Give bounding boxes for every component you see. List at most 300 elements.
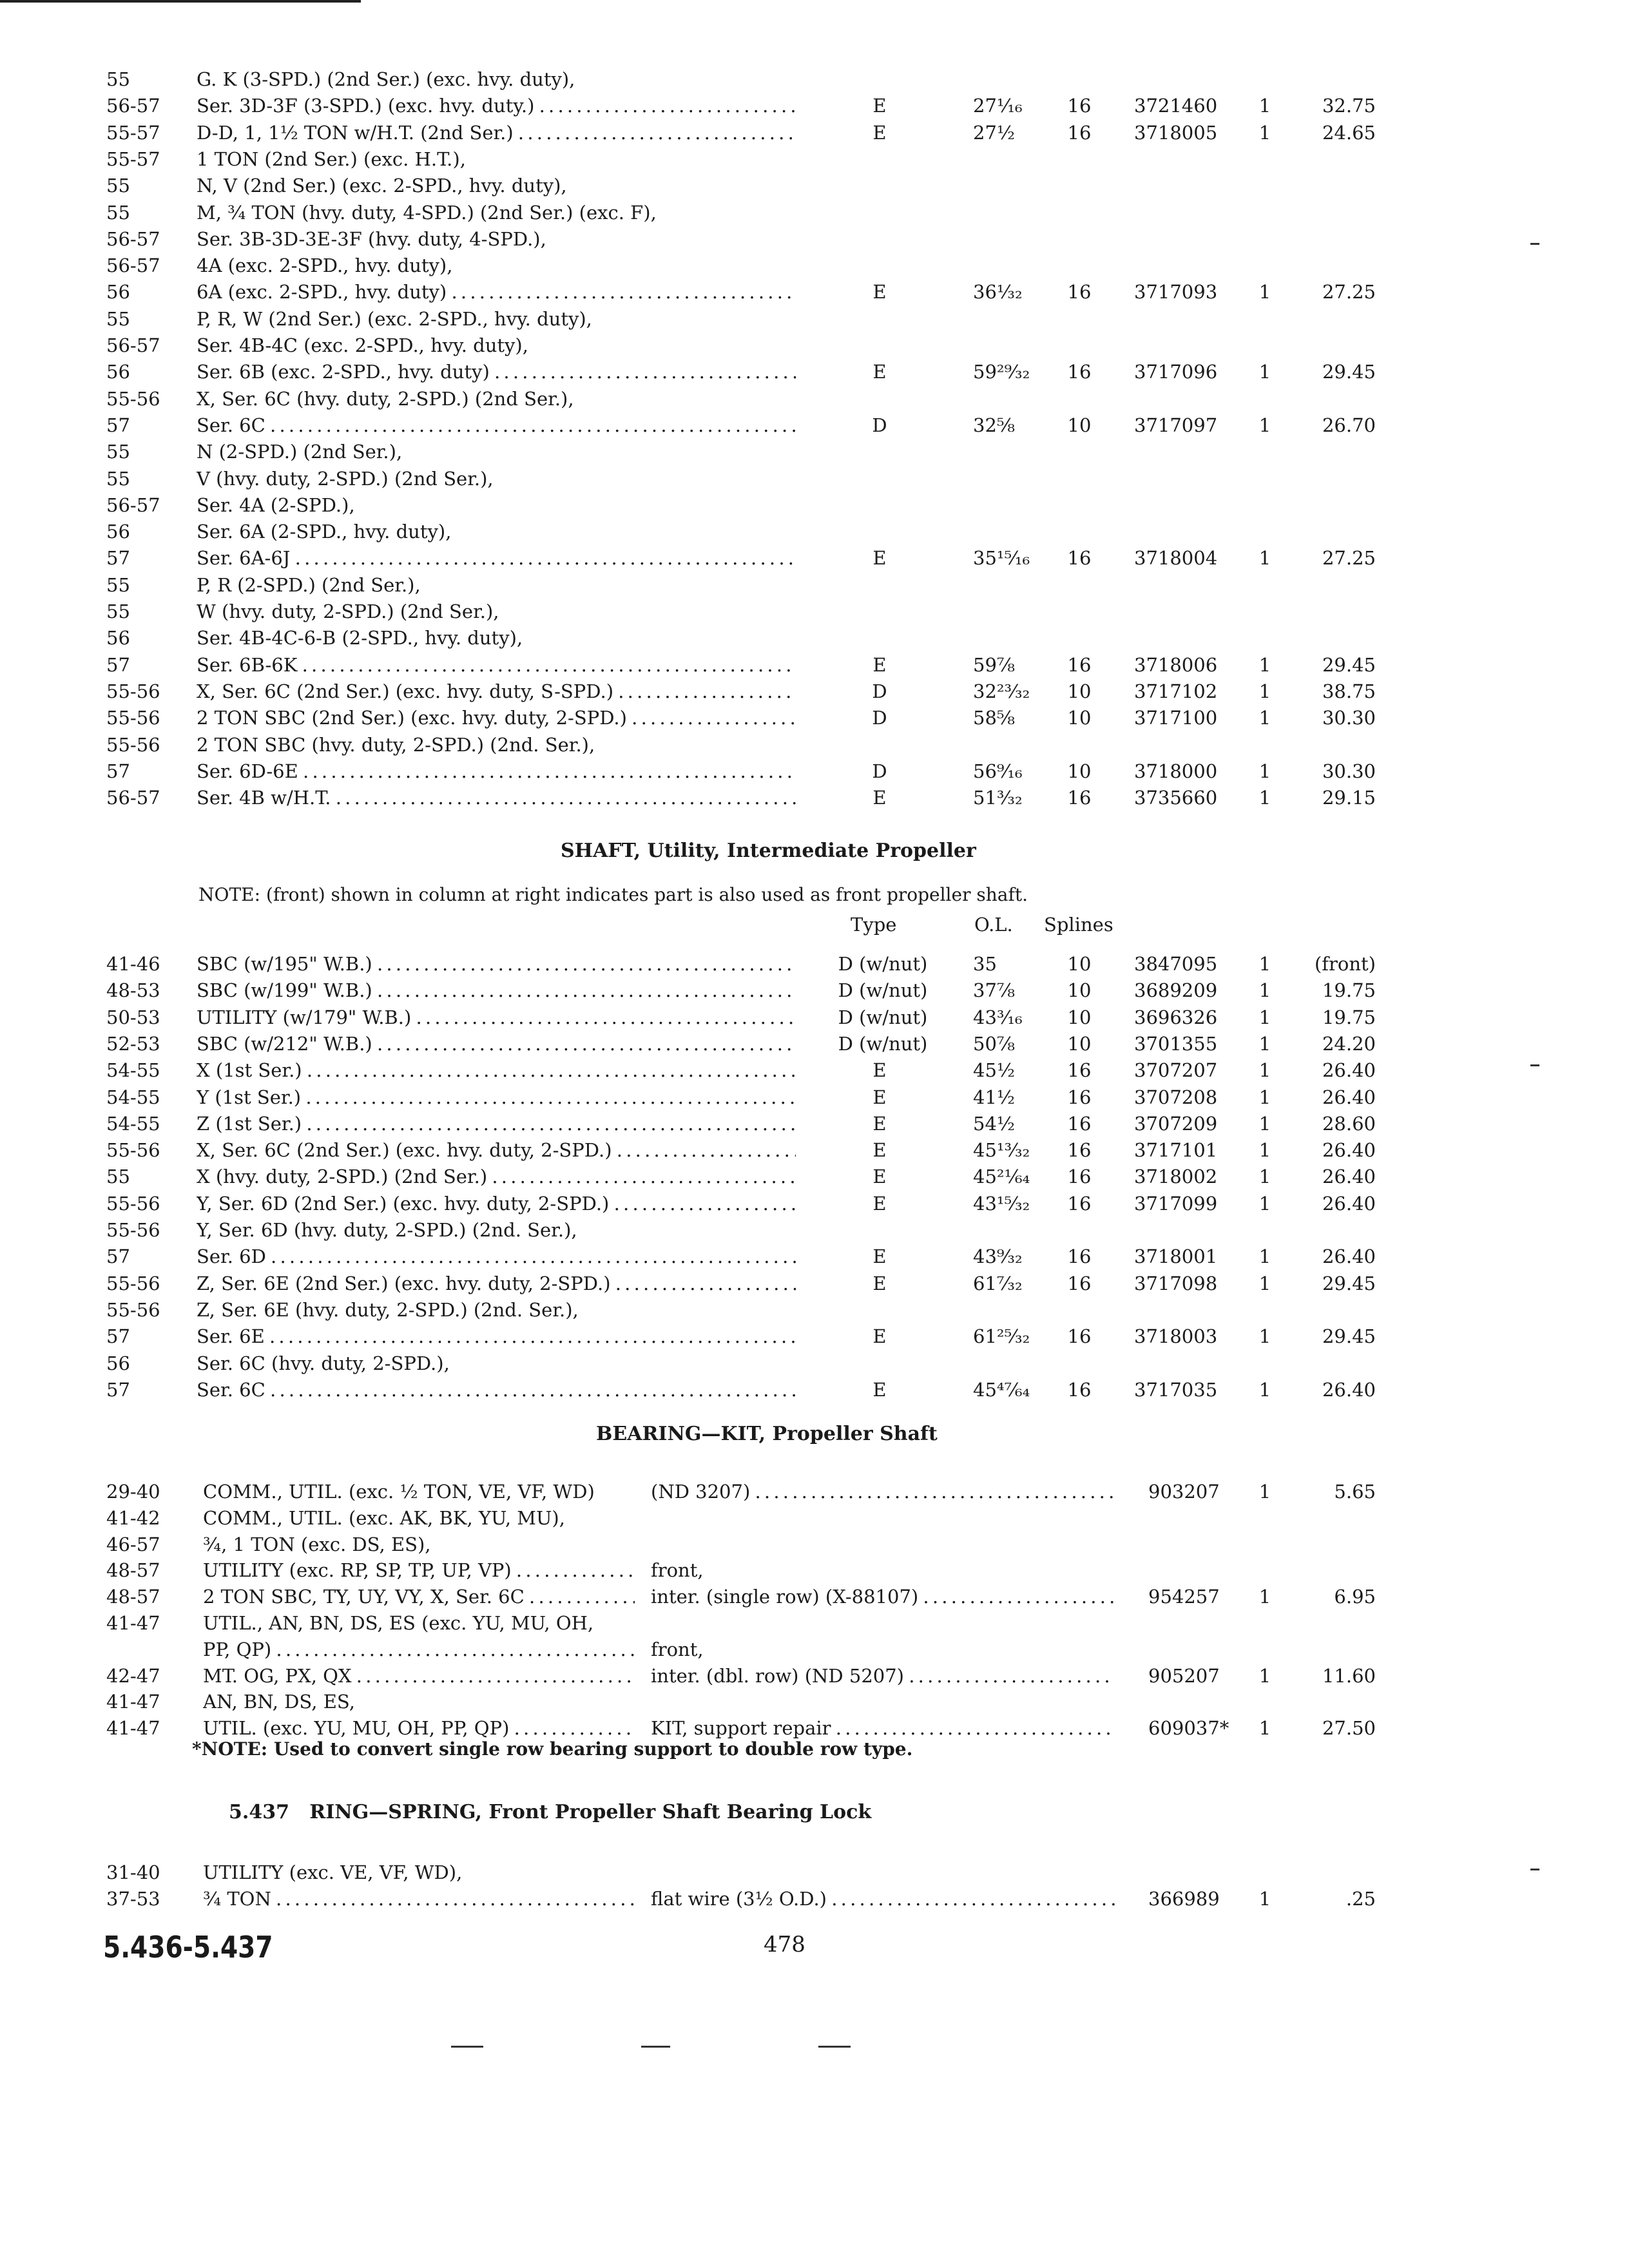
parts-row bbox=[0, 624, 1629, 651]
shaft-type: E bbox=[872, 1378, 887, 1401]
application-desc: Z (1st Ser.) . . . bbox=[197, 1110, 796, 1137]
spline-count: 16 bbox=[1067, 1086, 1092, 1108]
scan-mark bbox=[641, 2046, 670, 2048]
spline-count: 16 bbox=[1067, 1166, 1092, 1188]
part-number: 3717097 bbox=[1134, 414, 1218, 436]
parts-row bbox=[0, 1376, 1629, 1403]
part-number: 3689209 bbox=[1134, 979, 1218, 1002]
model-years: 57 bbox=[106, 414, 130, 436]
application-desc: Ser. 6C (hvy. duty, 2-SPD.), bbox=[197, 1352, 450, 1374]
part-number: 3718000 bbox=[1134, 760, 1218, 782]
shaft-type: E bbox=[872, 1192, 887, 1215]
price: 28.60 bbox=[1322, 1112, 1376, 1135]
parts-row bbox=[0, 1137, 1629, 1164]
overall-length: 58⅝ bbox=[973, 707, 1016, 729]
price: 26.40 bbox=[1322, 1245, 1376, 1268]
application-desc: Ser. 4B w/H.T. . . . bbox=[197, 784, 796, 811]
application-desc: Ser. 4B-4C-6-B (2-SPD., hvy. duty), bbox=[197, 627, 523, 649]
price: (front) bbox=[1314, 953, 1376, 975]
quantity: 1 bbox=[1258, 979, 1271, 1002]
quantity: 1 bbox=[1258, 414, 1271, 436]
parts-row bbox=[0, 1478, 1629, 1505]
model-years: 41-47 bbox=[106, 1612, 160, 1634]
model-years: 55 bbox=[106, 441, 130, 463]
model-years: 55-56 bbox=[106, 1139, 160, 1162]
spline-count: 16 bbox=[1067, 1245, 1092, 1268]
price: 26.40 bbox=[1322, 1086, 1376, 1108]
scan-mark bbox=[818, 2046, 851, 2048]
part-number: 3717101 bbox=[1134, 1139, 1218, 1162]
quantity: 1 bbox=[1258, 1378, 1271, 1401]
application-desc: SBC (w/195" W.B.) . . . bbox=[197, 950, 796, 977]
model-years: 46-57 bbox=[106, 1533, 160, 1555]
part-number: 3718001 bbox=[1134, 1245, 1218, 1268]
price: 24.65 bbox=[1322, 121, 1376, 144]
shaft-type: D bbox=[872, 680, 887, 702]
application-desc: UTIL. (exc. YU, MU, OH, PP, QP) . . . bbox=[203, 1715, 635, 1742]
parts-row bbox=[0, 1163, 1629, 1190]
price: .25 bbox=[1345, 1887, 1376, 1910]
part-number: 3717093 bbox=[1134, 281, 1218, 303]
part-note: (ND 3207) . . . bbox=[651, 1478, 1115, 1505]
parts-row bbox=[0, 252, 1629, 279]
model-years: 57 bbox=[106, 547, 130, 570]
overall-length: 32⅝ bbox=[973, 414, 1016, 436]
application-desc: 2 TON SBC (2nd Ser.) (exc. hvy. duty, 2-SPD.) . . . bbox=[197, 704, 796, 731]
quantity: 1 bbox=[1258, 760, 1271, 782]
part-number: 3707209 bbox=[1134, 1112, 1218, 1135]
model-years: 57 bbox=[106, 1245, 130, 1268]
quantity: 1 bbox=[1258, 1192, 1271, 1215]
parts-row bbox=[0, 704, 1629, 731]
application-desc: Ser. 6C . . . bbox=[197, 412, 796, 439]
model-years: 55-57 bbox=[106, 148, 160, 170]
part-number: 3847095 bbox=[1134, 953, 1218, 975]
overall-length: 54½ bbox=[973, 1112, 1016, 1135]
overall-length: 32²³⁄₃₂ bbox=[973, 680, 1030, 702]
application-desc: UTIL., AN, BN, DS, ES (exc. YU, MU, OH, bbox=[203, 1612, 594, 1634]
model-years: 57 bbox=[106, 1325, 130, 1348]
parts-row bbox=[0, 598, 1629, 625]
application-desc: M, ¾ TON (hvy. duty, 4-SPD.) (2nd Ser.) (exc. F), bbox=[197, 201, 657, 224]
application-desc: Ser. 6E . . . bbox=[197, 1323, 796, 1350]
spline-count: 16 bbox=[1067, 1272, 1092, 1294]
parts-row bbox=[0, 1350, 1629, 1377]
model-years: 55-56 bbox=[106, 1219, 160, 1241]
shaft-type: E bbox=[872, 1272, 887, 1294]
application-desc: D-D, 1, 1½ TON w/H.T. (2nd Ser.) . . . bbox=[197, 119, 796, 146]
parts-row bbox=[0, 1557, 1629, 1584]
edge-mark bbox=[1530, 243, 1539, 245]
shaft-type: D (w/nut) bbox=[838, 953, 928, 975]
model-years: 48-57 bbox=[106, 1586, 160, 1608]
application-desc: X (hvy. duty, 2-SPD.) (2nd Ser.) . . . bbox=[197, 1163, 796, 1190]
column-header-ol: O.L. bbox=[974, 914, 1013, 936]
model-years: 48-53 bbox=[106, 979, 160, 1002]
part-number: 3718004 bbox=[1134, 547, 1218, 570]
model-years: 57 bbox=[106, 653, 130, 676]
model-years: 41-47 bbox=[106, 1717, 160, 1740]
column-header-type: Type bbox=[851, 914, 897, 936]
price: 26.40 bbox=[1322, 1378, 1376, 1401]
parts-row bbox=[0, 678, 1629, 705]
application-desc: MT. OG, PX, QX . . . bbox=[203, 1662, 635, 1689]
model-years: 55-56 bbox=[106, 707, 160, 729]
model-years: 55 bbox=[106, 175, 130, 197]
section-title: RING—SPRING, Front Propeller Shaft Bearing Lock bbox=[309, 1801, 872, 1823]
model-years: 54-55 bbox=[106, 1059, 160, 1082]
overall-length: 45²¹⁄₆₄ bbox=[973, 1166, 1030, 1188]
spline-count: 16 bbox=[1067, 547, 1092, 570]
part-number: 3717035 bbox=[1134, 1378, 1218, 1401]
overall-length: 56⁹⁄₁₆ bbox=[973, 760, 1023, 782]
shaft-type: E bbox=[872, 1086, 887, 1108]
overall-length: 61⁷⁄₃₂ bbox=[973, 1272, 1023, 1294]
spline-count: 10 bbox=[1067, 414, 1092, 436]
shaft-type: E bbox=[872, 1325, 887, 1348]
shaft-type: D bbox=[872, 760, 887, 782]
spline-count: 10 bbox=[1067, 707, 1092, 729]
model-years: 31-40 bbox=[106, 1861, 160, 1883]
price: 30.30 bbox=[1322, 707, 1376, 729]
spline-count: 10 bbox=[1067, 953, 1092, 975]
price: 29.45 bbox=[1322, 653, 1376, 676]
shaft-type: E bbox=[872, 361, 887, 383]
application-desc: ¾, 1 TON (exc. DS, ES), bbox=[203, 1533, 431, 1555]
price: 38.75 bbox=[1322, 680, 1376, 702]
spline-count: 16 bbox=[1067, 1378, 1092, 1401]
application-desc: 2 TON SBC (hvy. duty, 2-SPD.) (2nd. Ser.), bbox=[197, 733, 595, 756]
part-number: 3735660 bbox=[1134, 787, 1218, 809]
application-desc: G. K (3-SPD.) (2nd Ser.) (exc. hvy. duty), bbox=[197, 68, 575, 90]
quantity: 1 bbox=[1258, 121, 1271, 144]
price: 26.70 bbox=[1322, 414, 1376, 436]
shaft-type: D (w/nut) bbox=[838, 979, 928, 1002]
spline-count: 10 bbox=[1067, 1006, 1092, 1028]
spline-count: 10 bbox=[1067, 1032, 1092, 1055]
parts-row bbox=[0, 731, 1629, 758]
model-years: 56 bbox=[106, 281, 130, 303]
overall-length: 51³⁄₃₂ bbox=[973, 787, 1023, 809]
overall-length: 27½ bbox=[973, 121, 1016, 144]
parts-row bbox=[0, 226, 1629, 253]
quantity: 1 bbox=[1258, 1086, 1271, 1108]
model-years: 41-42 bbox=[106, 1506, 160, 1529]
model-years: 56-57 bbox=[106, 494, 160, 516]
application-desc: X (1st Ser.) . . . bbox=[197, 1057, 796, 1084]
parts-row bbox=[0, 1296, 1629, 1323]
quantity: 1 bbox=[1258, 281, 1271, 303]
parts-row bbox=[0, 1004, 1629, 1031]
spline-count: 16 bbox=[1067, 281, 1092, 303]
application-desc: Ser. 3B-3D-3E-3F (hvy. duty, 4-SPD.), bbox=[197, 227, 546, 250]
parts-row bbox=[0, 66, 1629, 93]
quantity: 1 bbox=[1258, 361, 1271, 383]
quantity: 1 bbox=[1258, 1325, 1271, 1348]
price: 26.40 bbox=[1322, 1166, 1376, 1188]
price: 19.75 bbox=[1322, 979, 1376, 1002]
spline-count: 16 bbox=[1067, 653, 1092, 676]
part-number: 3717098 bbox=[1134, 1272, 1218, 1294]
application-desc: Ser. 6B-6K . . . bbox=[197, 651, 796, 678]
shaft-type: E bbox=[872, 1245, 887, 1268]
overall-length: 43³⁄₁₆ bbox=[973, 1006, 1023, 1028]
model-years: 56-57 bbox=[106, 95, 160, 117]
spline-count: 16 bbox=[1067, 95, 1092, 117]
parts-row bbox=[0, 412, 1629, 439]
parts-row bbox=[0, 119, 1629, 146]
application-desc: COMM., UTIL. (exc. ½ TON, VE, VF, WD) bbox=[203, 1481, 595, 1503]
application-desc: 6A (exc. 2-SPD., hvy. duty) . . . bbox=[197, 278, 796, 305]
parts-row bbox=[0, 572, 1629, 599]
quantity: 1 bbox=[1258, 1586, 1271, 1608]
model-years: 37-53 bbox=[106, 1887, 160, 1910]
column-header-splines: Splines bbox=[1044, 914, 1113, 936]
shaft-type: D (w/nut) bbox=[838, 1032, 928, 1055]
model-years: 56-57 bbox=[106, 255, 160, 277]
application-desc: V (hvy. duty, 2-SPD.) (2nd Ser.), bbox=[197, 467, 494, 490]
model-years: 48-57 bbox=[106, 1559, 160, 1582]
price: 29.45 bbox=[1322, 361, 1376, 383]
parts-row bbox=[0, 1110, 1629, 1137]
price: 26.40 bbox=[1322, 1139, 1376, 1162]
part-number: 609037* bbox=[1148, 1717, 1229, 1740]
shaft-type: D (w/nut) bbox=[838, 1006, 928, 1028]
part-number: 954257 bbox=[1148, 1586, 1220, 1608]
parts-row bbox=[0, 1662, 1629, 1689]
application-desc: Ser. 6B (exc. 2-SPD., hvy. duty) . . . bbox=[197, 358, 796, 385]
part-number: 3696326 bbox=[1134, 1006, 1218, 1028]
parts-row bbox=[0, 1859, 1629, 1886]
application-desc: N, V (2nd Ser.) (exc. 2-SPD., hvy. duty), bbox=[197, 175, 567, 197]
spline-count: 16 bbox=[1067, 787, 1092, 809]
overall-length: 43¹⁵⁄₃₂ bbox=[973, 1192, 1030, 1215]
price: 30.30 bbox=[1322, 760, 1376, 782]
shaft-type: E bbox=[872, 1166, 887, 1188]
part-number: 3721460 bbox=[1134, 95, 1218, 117]
overall-length: 27¹⁄₁₆ bbox=[973, 95, 1023, 117]
parts-row bbox=[0, 1216, 1629, 1244]
application-desc: Z, Ser. 6E (hvy. duty, 2-SPD.) (2nd. Ser.), bbox=[197, 1298, 579, 1321]
quantity: 1 bbox=[1258, 787, 1271, 809]
shaft-type: E bbox=[872, 1139, 887, 1162]
shaft-type: E bbox=[872, 547, 887, 570]
quantity: 1 bbox=[1258, 1664, 1271, 1687]
parts-row bbox=[0, 1323, 1629, 1350]
overall-length: 45⁴⁷⁄₆₄ bbox=[973, 1378, 1030, 1401]
application-desc: Ser. 4B-4C (exc. 2-SPD., hvy. duty), bbox=[197, 334, 528, 356]
model-years: 57 bbox=[106, 1378, 130, 1401]
quantity: 1 bbox=[1258, 95, 1271, 117]
spline-count: 10 bbox=[1067, 979, 1092, 1002]
application-desc: W (hvy. duty, 2-SPD.) (2nd Ser.), bbox=[197, 601, 499, 622]
part-note: front, bbox=[651, 1559, 704, 1582]
parts-row bbox=[0, 172, 1629, 199]
quantity: 1 bbox=[1258, 653, 1271, 676]
model-years: 55 bbox=[106, 467, 130, 490]
application-desc: AN, BN, DS, ES, bbox=[203, 1691, 355, 1713]
part-note: inter. (dbl. row) (ND 5207) . . . bbox=[651, 1662, 1115, 1689]
shaft-type: E bbox=[872, 95, 887, 117]
model-years: 55-56 bbox=[106, 1192, 160, 1215]
overall-length: 59⅞ bbox=[973, 653, 1016, 676]
application-desc: X, Ser. 6C (hvy. duty, 2-SPD.) (2nd Ser.), bbox=[197, 387, 574, 410]
application-desc: Ser. 6D . . . bbox=[197, 1243, 796, 1270]
application-desc: Ser. 6C . . . bbox=[197, 1376, 796, 1403]
quantity: 1 bbox=[1258, 707, 1271, 729]
section-heading-bearing-kit: BEARING—KIT, Propeller Shaft bbox=[596, 1423, 938, 1445]
quantity: 1 bbox=[1258, 1139, 1271, 1162]
parts-row bbox=[0, 1636, 1629, 1663]
application-desc: Ser. 6A-6J . . . bbox=[197, 544, 796, 572]
section-code: 5.437 bbox=[229, 1801, 289, 1823]
part-number: 3718006 bbox=[1134, 653, 1218, 676]
model-years: 55-56 bbox=[106, 387, 160, 410]
spline-count: 16 bbox=[1067, 361, 1092, 383]
application-desc: UTILITY (w/179" W.B.) . . . bbox=[197, 1004, 796, 1031]
model-years: 41-47 bbox=[106, 1691, 160, 1713]
model-years: 55-56 bbox=[106, 1298, 160, 1321]
model-years: 55-57 bbox=[106, 121, 160, 144]
model-years: 55-56 bbox=[106, 680, 160, 702]
model-years: 56 bbox=[106, 1352, 130, 1374]
application-desc: UTILITY (exc. VE, VF, WD), bbox=[203, 1861, 463, 1883]
parts-row bbox=[0, 199, 1629, 226]
part-note: flat wire (3½ O.D.) . . . bbox=[651, 1885, 1115, 1912]
section-heading-ring-spring bbox=[229, 1801, 871, 1823]
part-number: 3701355 bbox=[1134, 1032, 1218, 1055]
parts-row bbox=[0, 1190, 1629, 1217]
quantity: 1 bbox=[1258, 1481, 1271, 1503]
overall-length: 41½ bbox=[973, 1086, 1016, 1108]
overall-length: 50⅞ bbox=[973, 1032, 1016, 1055]
part-number: 3717100 bbox=[1134, 707, 1218, 729]
price: 11.60 bbox=[1322, 1664, 1376, 1687]
parts-row bbox=[0, 146, 1629, 173]
parts-row bbox=[0, 1057, 1629, 1084]
overall-length: 45½ bbox=[973, 1059, 1016, 1082]
shaft-type: E bbox=[872, 1112, 887, 1135]
application-desc: ¾ TON . . . bbox=[203, 1885, 635, 1912]
application-desc: SBC (w/212" W.B.) . . . bbox=[197, 1030, 796, 1057]
spline-count: 16 bbox=[1067, 1112, 1092, 1135]
application-desc: 1 TON (2nd Ser.) (exc. H.T.), bbox=[197, 148, 466, 170]
model-years: 57 bbox=[106, 760, 130, 782]
model-years: 55 bbox=[106, 573, 130, 596]
part-number: 3718003 bbox=[1134, 1325, 1218, 1348]
spline-count: 16 bbox=[1067, 121, 1092, 144]
overall-length: 35 bbox=[973, 953, 997, 975]
part-note: front, bbox=[651, 1638, 704, 1660]
application-desc: P, R, W (2nd Ser.) (exc. 2-SPD., hvy. duty), bbox=[197, 307, 592, 330]
application-desc: Ser. 6A (2-SPD., hvy. duty), bbox=[197, 521, 452, 543]
parts-row bbox=[0, 1030, 1629, 1057]
part-number: 3717096 bbox=[1134, 361, 1218, 383]
parts-row bbox=[0, 1715, 1629, 1742]
parts-row bbox=[0, 385, 1629, 412]
model-years: 41-46 bbox=[106, 953, 160, 975]
quantity: 1 bbox=[1258, 1245, 1271, 1268]
parts-row bbox=[0, 1531, 1629, 1558]
bearing-footnote: *NOTE: Used to convert single row bearing support to double row type. bbox=[192, 1738, 913, 1760]
quantity: 1 bbox=[1258, 1887, 1271, 1910]
part-number: 3718002 bbox=[1134, 1166, 1218, 1188]
application-desc: Ser. 6D-6E . . . bbox=[197, 758, 796, 785]
parts-row bbox=[0, 1504, 1629, 1532]
application-desc: 4A (exc. 2-SPD., hvy. duty), bbox=[197, 255, 453, 277]
parts-row bbox=[0, 518, 1629, 545]
price: 6.95 bbox=[1334, 1586, 1376, 1608]
part-number: 3707207 bbox=[1134, 1059, 1218, 1082]
edge-mark bbox=[1530, 1064, 1539, 1066]
model-years: 55 bbox=[106, 201, 130, 224]
model-years: 56 bbox=[106, 361, 130, 383]
parts-row bbox=[0, 438, 1629, 465]
part-note: KIT, support repair . . . bbox=[651, 1715, 1115, 1742]
quantity: 1 bbox=[1258, 953, 1271, 975]
price: 19.75 bbox=[1322, 1006, 1376, 1028]
section-heading-shaft-intermediate: SHAFT, Utility, Intermediate Propeller bbox=[561, 840, 976, 862]
spline-count: 16 bbox=[1067, 1139, 1092, 1162]
quantity: 1 bbox=[1258, 547, 1271, 570]
overall-length: 43⁹⁄₃₂ bbox=[973, 1245, 1023, 1268]
parts-row bbox=[0, 1610, 1629, 1637]
parts-row bbox=[0, 977, 1629, 1004]
application-desc: PP, QP) . . . bbox=[203, 1636, 635, 1663]
application-desc: UTILITY (exc. RP, SP, TP, UP, VP) . . . bbox=[203, 1557, 635, 1584]
price: 27.50 bbox=[1322, 1717, 1376, 1740]
shaft-type: E bbox=[872, 281, 887, 303]
parts-row bbox=[0, 1243, 1629, 1270]
application-desc: SBC (w/199" W.B.) . . . bbox=[197, 977, 796, 1004]
model-years: 55 bbox=[106, 1166, 130, 1188]
application-desc: Y, Ser. 6D (2nd Ser.) (exc. hvy. duty, 2-SPD.) . . . bbox=[197, 1190, 796, 1217]
edge-mark bbox=[1530, 1869, 1539, 1870]
model-years: 56-57 bbox=[106, 334, 160, 356]
price: 32.75 bbox=[1322, 95, 1376, 117]
part-note: inter. (single row) (X-88107) . . . bbox=[651, 1583, 1115, 1610]
application-desc: Ser. 4A (2-SPD.), bbox=[197, 494, 355, 516]
footer-section-range: 5.436-5.437 bbox=[103, 1930, 273, 1965]
top-rule bbox=[0, 0, 361, 3]
model-years: 54-55 bbox=[106, 1086, 160, 1108]
price: 29.15 bbox=[1322, 787, 1376, 809]
scan-mark bbox=[451, 2046, 483, 2048]
parts-row bbox=[0, 358, 1629, 385]
shaft-type: E bbox=[872, 787, 887, 809]
quantity: 1 bbox=[1258, 1166, 1271, 1188]
overall-length: 45¹³⁄₃₂ bbox=[973, 1139, 1030, 1162]
parts-row bbox=[0, 1583, 1629, 1610]
model-years: 56-57 bbox=[106, 787, 160, 809]
quantity: 1 bbox=[1258, 1006, 1271, 1028]
price: 5.65 bbox=[1334, 1481, 1376, 1503]
model-years: 55-56 bbox=[106, 733, 160, 756]
application-desc: X, Ser. 6C (2nd Ser.) (exc. hvy. duty, 2-SPD.) . . . bbox=[197, 1137, 796, 1164]
part-number: 3717099 bbox=[1134, 1192, 1218, 1215]
parts-row bbox=[0, 784, 1629, 811]
part-number: 903207 bbox=[1148, 1481, 1220, 1503]
parts-row bbox=[0, 1270, 1629, 1297]
model-years: 55 bbox=[106, 307, 130, 330]
parts-row bbox=[0, 950, 1629, 977]
parts-row bbox=[0, 278, 1629, 305]
application-desc: Ser. 3D-3F (3-SPD.) (exc. hvy. duty.) . . . bbox=[197, 92, 796, 119]
model-years: 55 bbox=[106, 68, 130, 90]
shaft-type: D bbox=[872, 414, 887, 436]
part-number: 3717102 bbox=[1134, 680, 1218, 702]
parts-row bbox=[0, 332, 1629, 359]
